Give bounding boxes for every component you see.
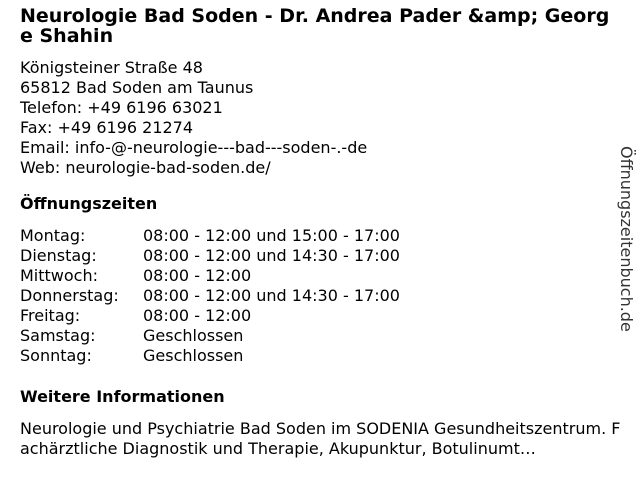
hours-row-tuesday: [20, 246, 632, 266]
opening-hours-heading: Öffnungszeiten: [20, 194, 158, 213]
opening-hours-table: [20, 226, 632, 366]
hours-row-monday: [20, 226, 632, 246]
hours-day: Mittwoch:: [20, 266, 98, 285]
listing-card: [20, 6, 632, 459]
hours-time: Geschlossen: [143, 326, 244, 345]
hours-row-thursday: [20, 286, 632, 306]
more-info-text: Neurologie und Psychiatrie Bad Soden im SODENIA Gesundheitszentrum. Fachärztliche Diagnostik und Therapie, Akupunktur, Botulinumt…: [20, 419, 621, 458]
hours-row-wednesday: [20, 266, 632, 286]
hours-day: Montag:: [20, 226, 86, 245]
hours-time: Geschlossen: [143, 346, 244, 365]
hours-time: 08:00 - 12:00 und 14:30 - 17:00: [143, 246, 400, 265]
page-title: Neurologie Bad Soden - Dr. Andrea Pader &amp; George Shahin: [20, 5, 610, 47]
hours-time: 08:00 - 12:00: [143, 306, 252, 325]
hours-row-saturday: [20, 326, 632, 346]
phone-number: Telefon: +49 6196 63021: [20, 98, 223, 117]
brand-text: Öffnungszeitenbuch.de: [617, 146, 636, 332]
hours-day: Dienstag:: [20, 246, 97, 265]
hours-time: 08:00 - 12:00 und 15:00 - 17:00: [143, 226, 400, 245]
fax-number: Fax: +49 6196 21274: [20, 118, 194, 137]
hours-time: 08:00 - 12:00: [143, 266, 252, 285]
email-address: Email: info-@-neurologie---bad---soden-.-de: [20, 138, 368, 157]
hours-day: Samstag:: [20, 326, 96, 345]
hours-row-sunday: [20, 346, 632, 366]
address-block: [20, 58, 632, 178]
hours-day: Sonntag:: [20, 346, 92, 365]
hours-day: Freitag:: [20, 306, 81, 325]
more-info-heading: Weitere Informationen: [20, 387, 225, 406]
website-address: Web: neurologie-bad-soden.de/: [20, 158, 271, 177]
street-address: Königsteiner Straße 48: [20, 58, 203, 77]
hours-time: 08:00 - 12:00 und 14:30 - 17:00: [143, 286, 400, 305]
hours-row-friday: [20, 306, 632, 326]
brand-watermark: [614, 134, 638, 344]
hours-day: Donnerstag:: [20, 286, 119, 305]
city-address: 65812 Bad Soden am Taunus: [20, 78, 254, 97]
